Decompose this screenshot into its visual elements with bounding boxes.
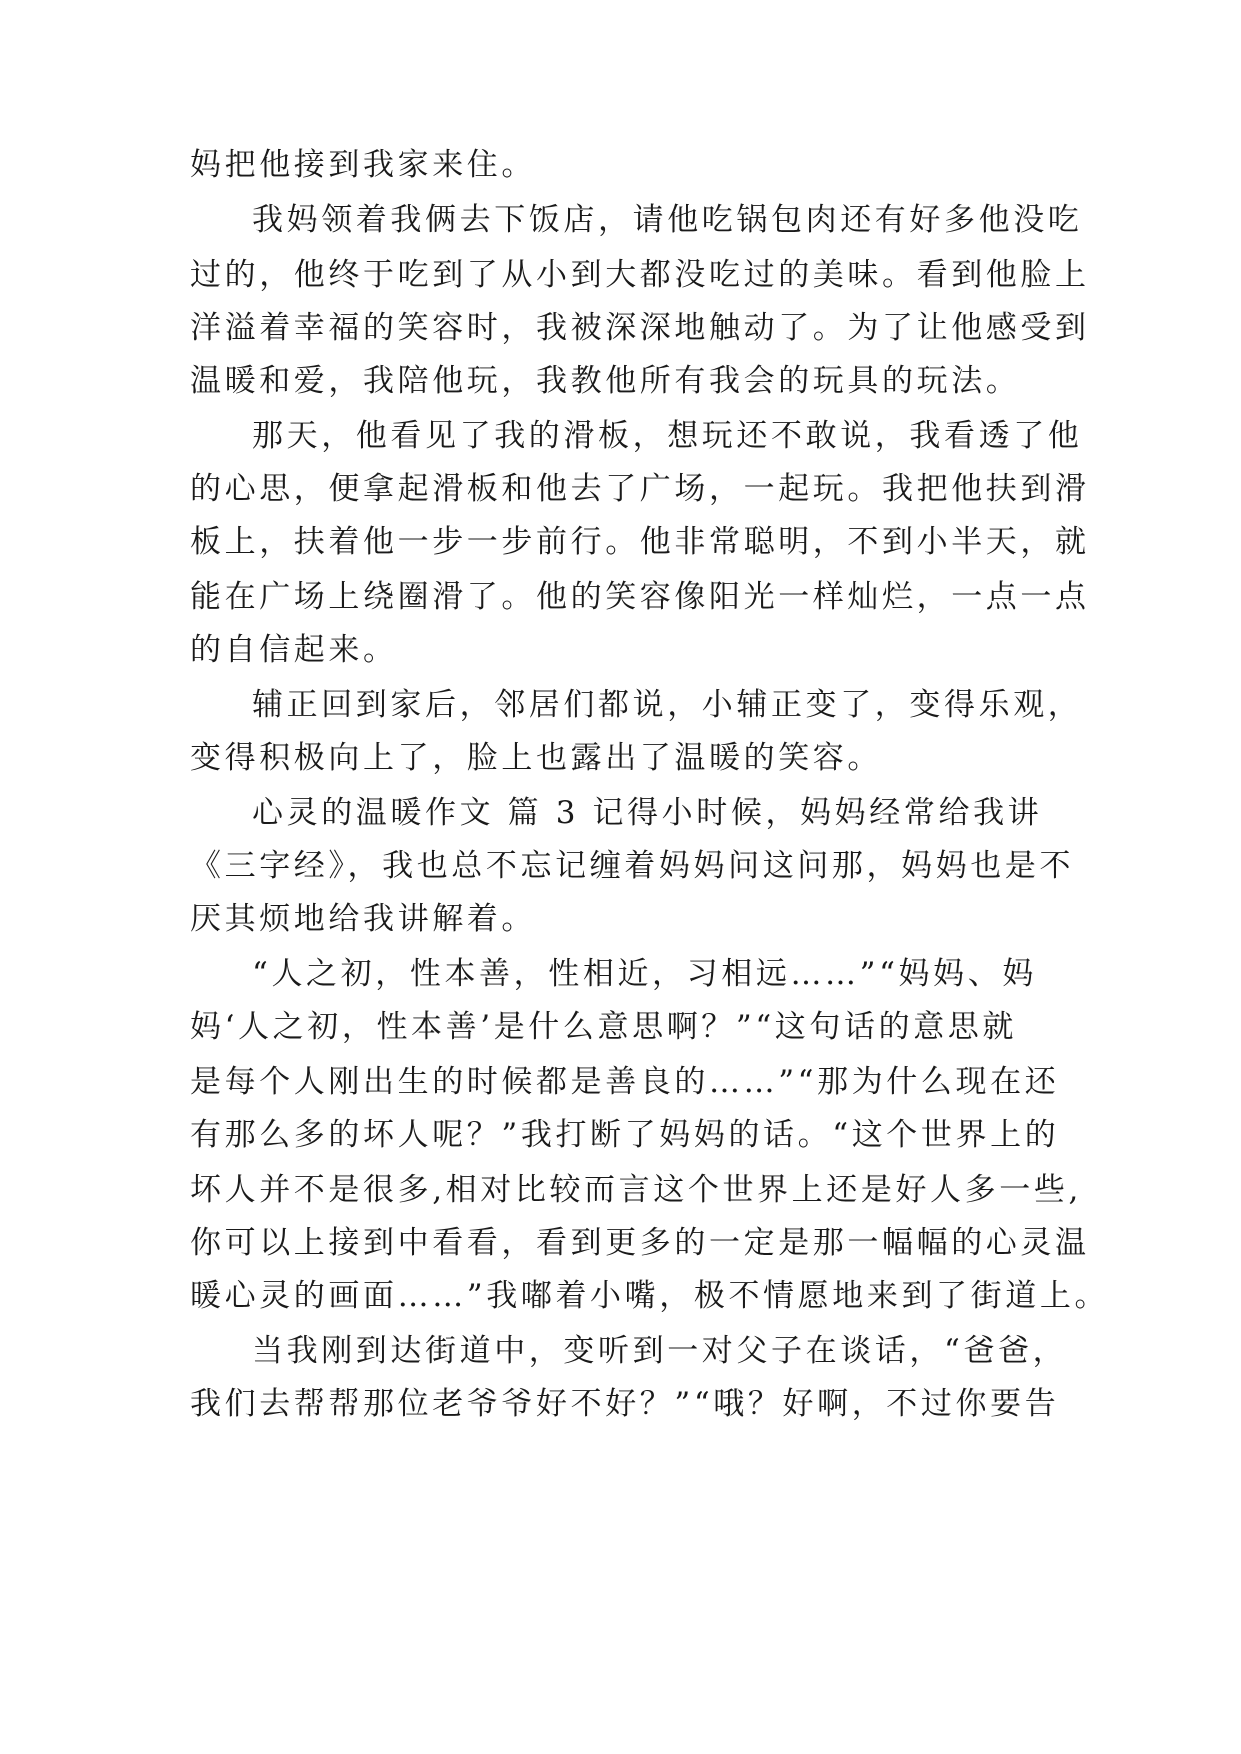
- text-line: 温暖和爱，我陪他玩，我教他所有我会的玩具的玩法。: [190, 363, 1021, 399]
- text-line: 暖心灵的画面……”我嘟着小嘴，极不情愿地来到了街道上。: [190, 1278, 1110, 1314]
- text-line: 我妈领着我俩去下饭店，请他吃锅包肉还有好多他没吃: [252, 202, 1083, 238]
- text-line: 厌其烦地给我讲解着。: [190, 901, 536, 937]
- text-line: 变得积极向上了，脸上也露出了温暖的笑容。: [190, 740, 882, 776]
- text-line: 《三字经》，我也总不忘记缠着妈妈问这问那，妈妈也是不: [190, 848, 1075, 884]
- text-line: 你可以上接到中看看，看到更多的一定是那一幅幅的心灵温: [190, 1225, 1090, 1261]
- text-line: “人之初，性本善，性相近，习相远……”“妈妈、妈: [252, 956, 1037, 992]
- text-line: 我们去帮帮那位老爷爷好不好？”“哦？好啊，不过你要告: [190, 1386, 1060, 1422]
- text-line: 过的，他终于吃到了从小到大都没吃过的美味。看到他脸上: [190, 257, 1090, 293]
- text-line: 坏人并不是很多,相对比较而言这个世界上还是好人多一些,: [190, 1172, 1082, 1208]
- text-line: 洋溢着幸福的笑容时，我被深深地触动了。为了让他感受到: [190, 310, 1090, 346]
- text-line: 妈把他接到我家来住。: [190, 147, 536, 183]
- text-line: 当我刚到达街道中，变听到一对父子在谈话，“爸爸，: [252, 1333, 1068, 1369]
- text-line: 板上，扶着他一步一步前行。他非常聪明，不到小半天，就: [190, 524, 1090, 560]
- text-line: 有那么多的坏人呢？”我打断了妈妈的话。“这个世界上的: [190, 1117, 1060, 1153]
- text-line: 那天，他看见了我的滑板，想玩还不敢说，我看透了他: [252, 418, 1083, 454]
- text-line: 妈‘人之初，性本善’是什么意思啊？”“这句话的意思就: [190, 1009, 1018, 1045]
- text-line: 的自信起来。: [190, 632, 398, 668]
- text-line: 是每个人刚出生的时候都是善良的……”“那为什么现在还: [190, 1064, 1060, 1100]
- text-line: 的心思，便拿起滑板和他去了广场，一起玩。我把他扶到滑: [190, 471, 1090, 507]
- text-line: 辅正回到家后，邻居们都说，小辅正变了，变得乐观，: [252, 687, 1083, 723]
- text-line: 心灵的温暖作文 篇 3 记得小时候，妈妈经常给我讲: [252, 795, 1043, 831]
- text-line: 能在广场上绕圈滑了。他的笑容像阳光一样灿烂，一点一点: [190, 579, 1090, 615]
